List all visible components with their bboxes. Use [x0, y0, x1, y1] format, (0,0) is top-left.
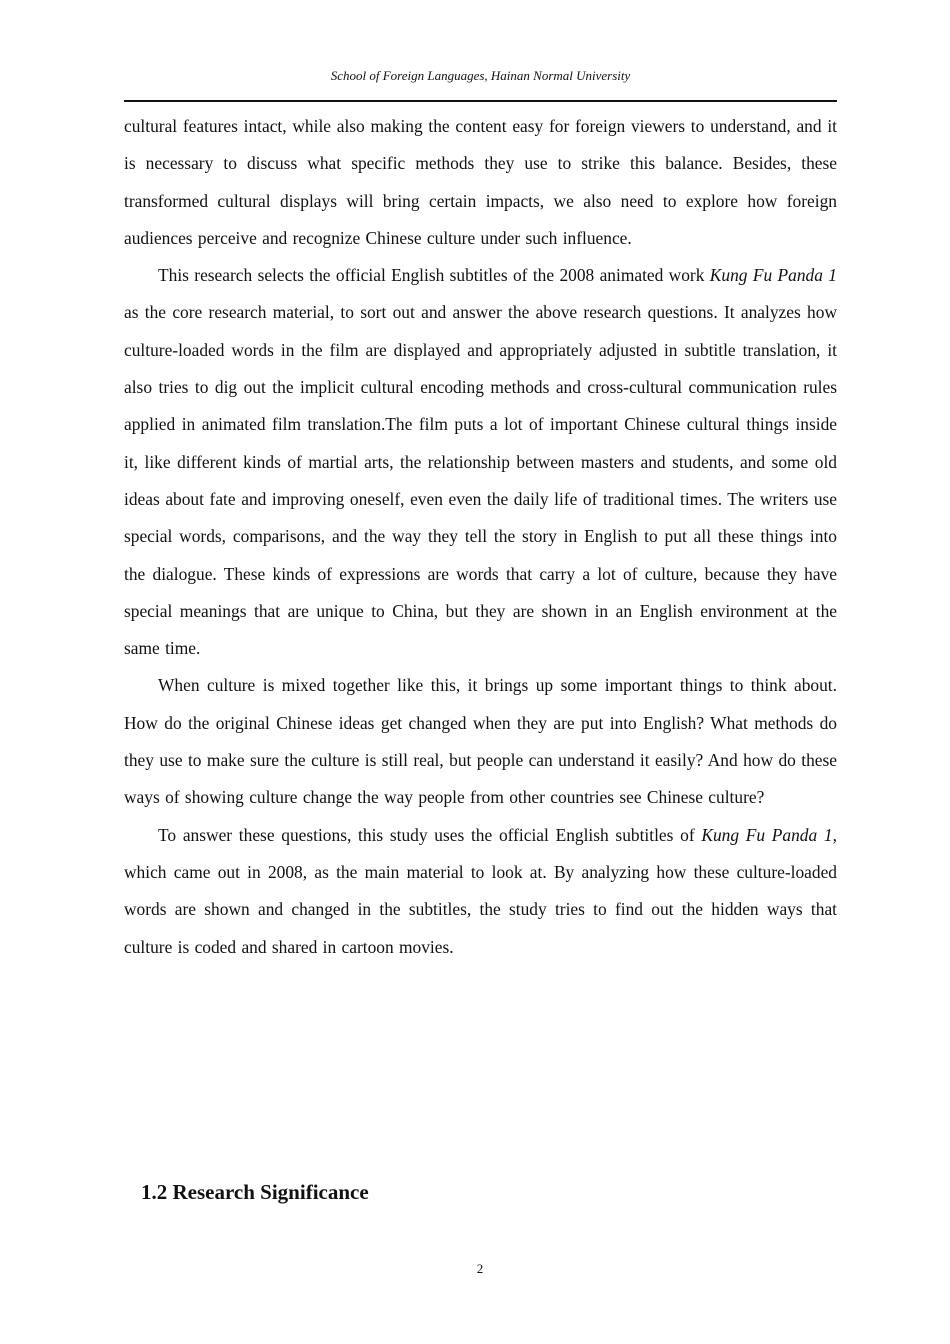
paragraph-text: as the core research material, to sort out and answer the above research questions. It analyzes how culture-loaded words in the film are displayed and appropriately adjusted in subtitle translation, it also tries to dig out the implicit cultural encoding methods and cross-cultural communication rules applied in animated film translation.The film puts a lot of important Chinese cultural things inside it, like different kinds of martial arts, the relationship between masters and students, and some old ideas about fate and improving oneself, even even the daily life of traditional times. The writers use special words, comparisons, and the way they tell the story in English to put all these things into the dialogue. These kinds of expressions are words that carry a lot of culture, because they have special meanings that are unique to China, but they are shown in an English environment at the same time.: [124, 302, 837, 659]
body-text: [124, 108, 837, 966]
section-heading: 1.2 Research Significance: [141, 1180, 369, 1204]
paragraph-questions: When culture is mixed together like this, it brings up some important things to think about. How do the original Chinese ideas get changed when they are put into English? What methods do they use to make sure the culture is still real, but people can understand it easily? And how do these ways of showing culture change the way people from other countries see Chinese culture?: [124, 675, 837, 808]
paragraph-text: , which came out in 2008, as the main material to look at. By analyzing how these culture-loaded words are shown and changed in the subtitles, the study tries to find out the hidden ways that culture is coded and shared in cartoon movies.: [124, 824, 837, 957]
paragraph-text: This research selects the official English subtitles of the 2008 animated work: [158, 265, 710, 286]
film-title: Kung Fu Panda 1: [709, 265, 837, 286]
paragraph-text: To answer these questions, this study uses the official English subtitles of: [158, 824, 702, 845]
paragraph-research-material: [124, 257, 837, 667]
running-header: School of Foreign Languages, Hainan Normal University: [330, 68, 631, 83]
paragraph-method: [124, 817, 837, 966]
header-rule: [124, 100, 837, 102]
page-number: 2: [476, 1261, 484, 1276]
film-title: Kung Fu Panda 1: [701, 824, 833, 845]
paragraph-continuation: cultural features intact, while also making the content easy for foreign viewers to understand, and it is necessary to discuss what specific methods they use to strike this balance. Besides, these transformed cultural displays will bring certain impacts, we also need to explore how foreign audiences perceive and recognize Chinese culture under such influence.: [124, 116, 837, 248]
